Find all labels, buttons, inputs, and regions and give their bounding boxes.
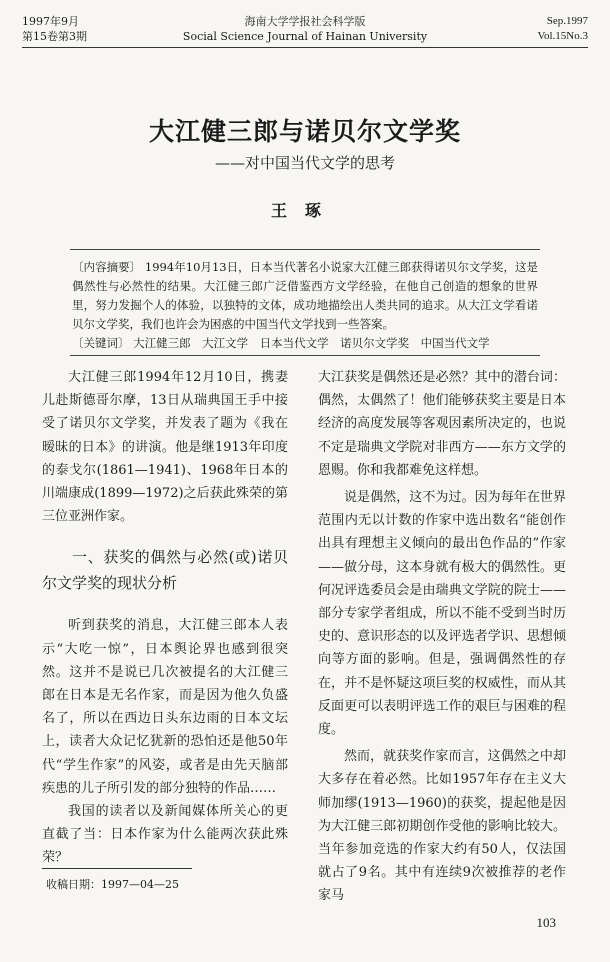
page-number: 103 — [536, 915, 556, 930]
body-paragraph: 听到获奖的消息，大江健三郎本人表示“大吃一惊”，日本舆论界也感到很突然。这并不是说已几次被提名的大江健三郎在日本是无名作家，而是因为他久负盛名了，所以在西边日头东边雨的日本文坛上，读者大众记忆犹新的恐怕还是他50年代“学生作家”的风姿，或者是由先天脑部疾患的儿子所引发的部分独特的作品…… — [42, 618, 288, 796]
section-heading: 一、获奖的偶然与必然(或)诺贝尔文学奖的现状分析 — [42, 548, 288, 593]
body-paragraph: 说是偶然，这不为过。因为每年在世界范围内无以计数的作家中选出数名“能创作出具有理想主义倾向的最出色作品的”作家——做分母，这本身就有极大的偶然性。更何况评选委员会是由瑞典文学院的院士——部分专家学者组成，所以不能不受到当时历史的、意识形态的以及评选者学识、思想倾向等方面的影响。但是，强调偶然性的存在，并不是怀疑这项巨奖的权威性，而从其反面更可以表明评选工作的艰巨与困难的程度。 — [318, 490, 566, 738]
volume-number: 第15卷第3期 — [22, 30, 87, 43]
body-paragraph: 大江健三郎1994年12月10日，携妻儿赴斯德哥尔摩，13日从瑞典国王手中接受了诺贝尔文学奖，并发表了题为《我在暧昧的日本》的讲演。他是继1913年印度的泰戈尔(1861—1941)、1968年日本的川端康成(1899—1972)之后获此殊荣的第三位亚洲作家。 — [42, 370, 288, 525]
abstract-text: 1994年10月13日，日本当代著名小说家大江健三郎获得诺贝尔文学奖，这是偶然性与必然性的结果。大江健三郎广泛借鉴西方文学经验，在他自己创造的想象的世界里，努力发掘个人的体验，以独特的文体，成功地描绘出人类共同的追求。从大江文学看诺贝尔文学奖，我们也许会为困惑的中国当代文学找到一些答案。 — [72, 260, 539, 331]
article-title: 大江健三郎与诺贝尔文学奖 — [148, 117, 461, 146]
issue-date-english: Sep.1997 — [546, 15, 588, 27]
body-paragraph: 大江获奖是偶然还是必然？其中的潜台词：偶然，太偶然了！他们能够获奖主要是日本经济的高度发展等客观因素所决定的，也说不定是瑞典文学院对非西方——东方文学的恩赐。你和我都难免这样想。 — [318, 370, 566, 478]
body-paragraph: 我国的读者以及新闻媒体所关心的更直截了当：日本作家为什么能两次获此殊荣？ — [42, 804, 288, 866]
journal-name — [0, 14, 610, 44]
right-column — [318, 366, 566, 908]
header-rule — [22, 47, 588, 48]
keywords-label: 〔关键词〕 — [72, 336, 130, 350]
abstract-top-rule — [70, 249, 540, 250]
footnote-rule — [42, 868, 192, 869]
abstract-bottom-rule — [70, 355, 540, 356]
journal-date-volume-english — [537, 14, 588, 44]
article-subtitle: ——对中国当代文学的思考 — [214, 154, 395, 172]
abstract-paragraph — [72, 258, 538, 334]
journal-name-english: Social Science Journal of Hainan University — [182, 30, 428, 43]
issue-date: 1997年9月 — [22, 15, 79, 28]
volume-number-english: Vol.15No.3 — [537, 30, 588, 42]
keywords-text: 大江健三郎 大江文学 日本当代文学 诺贝尔文学奖 中国当代文学 — [133, 336, 490, 350]
abstract-block — [72, 258, 538, 353]
body-paragraph: 然而，就获奖作家而言，这偶然之中却大多存在着必然。比如1957年存在主义大师加缪(1913—1960)的获奖，提起他是因为大江健三郎初期创作受他的影响比较大。当年参加竞选的作家大约有50人，仅法国就占了9名。其中有连续9次被推荐的老作家马 — [318, 749, 566, 904]
keywords-line — [72, 334, 538, 353]
left-column — [42, 366, 288, 870]
article-author: 王琢 — [270, 201, 339, 220]
received-date: 收稿日期：1997—04—25 — [46, 878, 179, 891]
journal-name-chinese: 海南大学学报社会科学版 — [244, 15, 366, 28]
abstract-label: 〔内容摘要〕 — [72, 260, 142, 274]
